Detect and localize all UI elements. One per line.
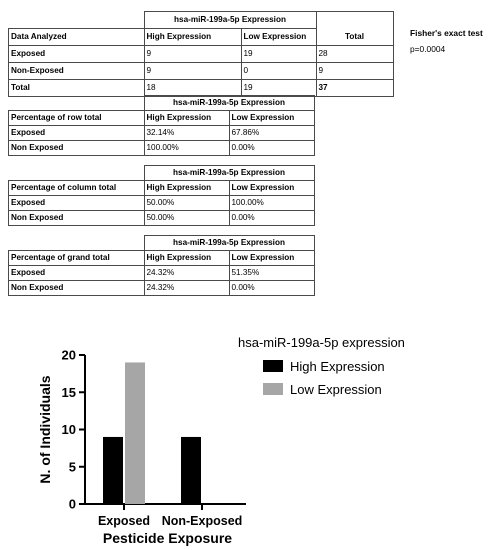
col-pct-col-header: High Expression — [144, 181, 229, 196]
grand-percentage-table — [8, 235, 315, 296]
row-label: Non Exposed — [9, 211, 145, 226]
col-pct-group-header: hsa-miR-199a-5p Expression — [144, 166, 314, 181]
grand-pct-col-header: Low Expression — [229, 251, 314, 266]
table-cell: 37 — [316, 80, 393, 97]
table-cell: 19 — [241, 80, 316, 97]
table-cell: 0 — [241, 63, 316, 80]
row-label: Total — [9, 80, 145, 97]
legend-label: High Expression — [290, 359, 385, 374]
fisher-test-title: Fisher's exact test — [410, 28, 483, 38]
row-label: Exposed — [9, 266, 145, 281]
legend-label: Low Expression — [290, 382, 382, 397]
table-cell: 18 — [144, 80, 241, 97]
grand-pct-col-header: High Expression — [144, 251, 229, 266]
plot-area — [37, 348, 246, 547]
counts-col-header: Low Expression — [241, 29, 316, 46]
counts-col-header: Data Analyzed — [9, 29, 145, 46]
col-pct-col-header: Low Expression — [229, 181, 314, 196]
table-cell: 100.00% — [229, 196, 314, 211]
table-cell: 0.00% — [229, 281, 314, 296]
table-cell: 0.00% — [229, 141, 314, 156]
x-tick-label: Non-Exposed — [161, 514, 243, 528]
row-pct-col-header: High Expression — [144, 111, 229, 126]
bar-low-expression — [125, 362, 145, 504]
counts-col-header: Total — [316, 29, 393, 46]
fisher-p-value: p=0.0004 — [410, 44, 446, 54]
legend-title: hsa-miR-199a-5p expression — [238, 335, 405, 350]
y-tick-label: 0 — [68, 496, 76, 512]
row-percentage-table — [8, 95, 315, 156]
y-tick-label: 20 — [61, 347, 76, 363]
row-label: Non Exposed — [9, 141, 145, 156]
bar-chart — [0, 330, 495, 550]
table-row — [9, 141, 315, 156]
table-cell: 100.00% — [144, 141, 229, 156]
row-label: Exposed — [9, 196, 145, 211]
y-tick-label: 10 — [61, 422, 76, 437]
column-percentage-table — [8, 165, 315, 226]
counts-table — [8, 11, 394, 97]
y-axis-title: N. of Individuals — [37, 375, 53, 484]
col-pct-col-header: Percentage of column total — [9, 181, 145, 196]
table-cell: 9 — [144, 46, 241, 63]
x-tick-label: Exposed — [97, 514, 151, 528]
row-pct-group-header: hsa-miR-199a-5p Expression — [144, 96, 314, 111]
row-pct-col-header: Low Expression — [229, 111, 314, 126]
table-cell: 19 — [241, 46, 316, 63]
table-row — [9, 80, 394, 97]
row-label: Exposed — [9, 46, 145, 63]
table-cell: 32.14% — [144, 126, 229, 141]
table-cell: 9 — [316, 63, 393, 80]
table-cell: 28 — [316, 46, 393, 63]
counts-group-header: hsa-miR-199a-5p Expression — [144, 12, 316, 29]
grand-pct-group-header: hsa-miR-199a-5p Expression — [144, 236, 314, 251]
y-tick-label: 5 — [68, 459, 76, 475]
counts-col-header: High Expression — [144, 29, 241, 46]
table-cell: 24.32% — [144, 266, 229, 281]
legend-swatch — [263, 383, 283, 395]
table-row — [9, 281, 315, 296]
table-cell: 24.32% — [144, 281, 229, 296]
row-label: Non-Exposed — [9, 63, 145, 80]
grand-pct-col-header: Percentage of grand total — [9, 251, 145, 266]
y-tick-label: 15 — [61, 384, 76, 400]
row-label: Non Exposed — [9, 281, 145, 296]
table-row — [9, 196, 315, 211]
table-cell: 50.00% — [144, 211, 229, 226]
chart-legend — [238, 335, 405, 397]
legend-swatch — [263, 360, 283, 372]
row-pct-col-header: Percentage of row total — [9, 111, 145, 126]
table-row — [9, 211, 315, 226]
row-label: Exposed — [9, 126, 145, 141]
table-cell: 67.86% — [229, 126, 314, 141]
bar-high-expression — [103, 437, 123, 504]
table-cell: 0.00% — [229, 211, 314, 226]
bar-high-expression — [181, 437, 201, 504]
x-axis-title: Pesticide Exposure — [102, 530, 233, 546]
table-cell: 51.35% — [229, 266, 314, 281]
table-row — [9, 63, 394, 80]
table-row — [9, 126, 315, 141]
table-row — [9, 266, 315, 281]
table-cell: 50.00% — [144, 196, 229, 211]
table-cell: 9 — [144, 63, 241, 80]
table-row — [9, 46, 394, 63]
